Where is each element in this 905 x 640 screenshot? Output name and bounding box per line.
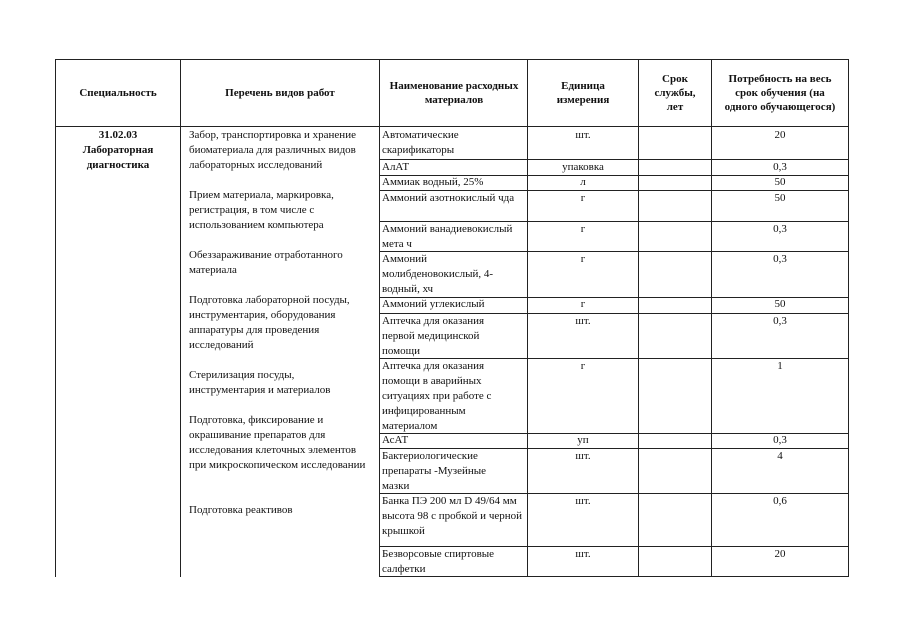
row-material: Бактериологические препараты -Музейные мазки <box>382 450 487 492</box>
row-need: 20 <box>774 548 786 560</box>
row-material: Автоматические скарификаторы <box>382 129 459 156</box>
work-item: Забор, транспортировка и хранение биоматериала для различных видов лабораторных исследований <box>189 129 356 171</box>
row-material: Аммоний молибденовокислый, 4-водный, хч <box>382 253 494 295</box>
row-material: Аммоний ванадиевокислый мета ч <box>382 223 513 250</box>
row-unit: шт. <box>575 495 591 507</box>
header-specialty: Специальность <box>79 87 157 99</box>
header-unit: Единица измерения <box>556 80 610 106</box>
row-unit: г <box>580 192 586 204</box>
row-need: 0,3 <box>773 161 787 173</box>
row-unit: шт. <box>575 315 591 327</box>
header-need: Потребность на весь срок обучения (на одного обучающегося) <box>724 73 836 113</box>
row-unit: г <box>580 360 586 372</box>
row-unit: шт. <box>575 450 591 462</box>
row-material: Аммоний азотнокислый чда <box>382 192 515 204</box>
table-col-divider <box>638 59 639 577</box>
table-col-divider <box>379 59 380 577</box>
row-need: 0,6 <box>773 495 787 507</box>
row-unit: упаковка <box>562 161 604 173</box>
work-item: Стерилизация посуды, инструментария и материалов <box>189 369 331 396</box>
header-term: Срок службы, лет <box>654 73 696 113</box>
row-material: Банка ПЭ 200 мл D 49/64 мм высота 98 с пробкой и черной крышкой <box>382 495 523 537</box>
row-need: 50 <box>774 298 786 310</box>
specialty-code: 31.02.03 <box>98 129 138 141</box>
row-need: 0,3 <box>773 434 787 446</box>
header-works: Перечень видов работ <box>225 87 335 99</box>
row-unit: г <box>580 253 586 265</box>
row-material: АлАТ <box>382 161 410 173</box>
work-item: Подготовка лабораторной посуды, инструментария, оборудования аппаратуры для проведения исследований <box>189 294 350 351</box>
work-item: Подготовка, фиксирование и окрашивание препаратов для исследования клеточных элементов при микроскопическом исследовании <box>189 414 366 471</box>
work-item: Прием материала, маркировка, регистрация, в том числе с использованием компьютера <box>189 189 334 231</box>
row-unit: г <box>580 298 586 310</box>
header-material: Наименование расходных материалов <box>389 80 519 106</box>
table-col-divider <box>180 59 181 577</box>
table-header-bottom <box>55 126 849 127</box>
row-unit: л <box>580 176 586 188</box>
row-material: Аптечка для оказания помощи в аварийных ситуациях при работе с инфицированным материалом <box>382 360 492 432</box>
row-need: 0,3 <box>773 223 787 235</box>
table-border-left <box>55 59 56 577</box>
row-material: Безворсовые спиртовые салфетки <box>382 548 495 575</box>
row-need: 0,3 <box>773 315 787 327</box>
row-need: 50 <box>774 176 786 188</box>
work-item: Подготовка реактивов <box>189 504 293 516</box>
specialty-name: Лабораторная диагностика <box>82 144 154 171</box>
row-material: Аптечка для оказания первой медицинской помощи <box>382 315 485 357</box>
row-need: 50 <box>774 192 786 204</box>
table-border-right <box>848 59 849 577</box>
row-unit: шт. <box>575 548 591 560</box>
row-material: АсАТ <box>382 434 409 446</box>
row-unit: шт. <box>575 129 591 141</box>
row-need: 20 <box>774 129 786 141</box>
row-need: 4 <box>777 450 783 462</box>
row-need: 1 <box>777 360 783 372</box>
row-unit: уп <box>577 434 589 446</box>
row-need: 0,3 <box>773 253 787 265</box>
row-material: Аммоний углекислый <box>382 298 485 310</box>
work-item: Обеззараживание отработанного материала <box>189 249 343 276</box>
row-unit: г <box>580 223 586 235</box>
row-material: Аммиак водный, 25% <box>382 176 484 188</box>
